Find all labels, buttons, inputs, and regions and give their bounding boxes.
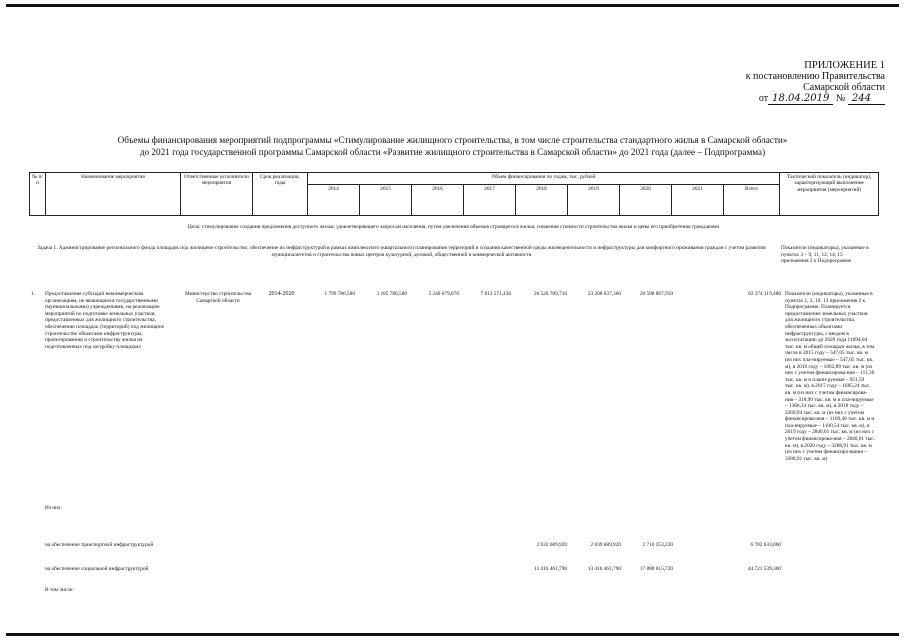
financing-table-header — [29, 172, 879, 216]
handwritten-date: 18.04.2019 — [768, 93, 833, 105]
appendix-line2: Самарской области — [803, 82, 885, 93]
row1-2019: 23 208 637,360 — [587, 291, 621, 297]
row1-period: 2014-2020 — [268, 291, 295, 297]
row1-responsible: Министерство строительства Самарской области — [184, 291, 252, 304]
header-year-2019: 2019 — [568, 185, 620, 216]
header-year-2021: 2021 — [672, 185, 724, 216]
goal-row: Цель: стимулирование создания предложения доступного жилья, удовлетворяющего запросам населения, путем увеличения объемов строящегося жилья, снижения стоимости строительства жилья и цены его приобретения гражданами — [187, 224, 720, 230]
number-prefix: № — [835, 93, 846, 104]
transport-2018: 2 032 689,920 — [536, 542, 567, 548]
row1-2016: 5 240 679,870 — [428, 291, 459, 297]
social-2019: 13 416 461,790 — [587, 566, 621, 572]
header-year-2014: 2014 — [308, 185, 360, 216]
row1-total: 82 374 119,480 — [748, 291, 781, 297]
title-line2: до 2021 года государственной программы Самарской области «Развитие жилищного строительства в Самарской области» до 2021 года (далее – Подпрограмма) — [139, 147, 766, 157]
social-name: на обеспечение социальной инфраструктурой — [45, 566, 149, 572]
header-year-2018: 2018 — [516, 185, 568, 216]
header-year-2017: 2017 — [464, 185, 516, 216]
row1-2018: 20 526 789,710 — [533, 291, 567, 297]
header-year-2020: 2020 — [620, 185, 672, 216]
transport-name: на обеспечение транспортной инфраструктурой — [45, 542, 154, 548]
including-label: В том числе: — [45, 587, 74, 593]
appendix-block — [746, 60, 885, 104]
title-line1: Объемы финансирования мероприятий подпрограммы «Стимулирование жилищного строительства, в том числе строительства стандартного жилья в Самарской области» — [117, 135, 788, 145]
header-year-2015: 2015 — [360, 185, 412, 216]
appendix-date-line — [746, 93, 885, 104]
of-them-label: Из них: — [45, 505, 63, 511]
row1-num: 1. — [31, 291, 35, 297]
social-2020: 17 888 615,720 — [639, 566, 673, 572]
header-num: № п/п — [30, 173, 46, 216]
task-indicator: Показатели (индикаторы), указанные в пунктах 3 – 9, 11, 12, 14, 15 приложения 2 к Подпрограмме — [781, 245, 869, 265]
appendix-title: ПРИЛОЖЕНИЕ 1 — [804, 60, 885, 71]
header-indicator: Тактический показатель (индикатор), характеризующий выполнение мероприятия (мероприятий) — [780, 173, 879, 216]
date-prefix: от — [758, 93, 769, 104]
row1-2017: 7 813 571,430 — [480, 291, 511, 297]
document-title — [40, 134, 865, 158]
transport-2019: 2 039 689,920 — [590, 542, 621, 548]
header-year-2016: 2016 — [412, 185, 464, 216]
header-period: Срок реализации, годы — [253, 173, 308, 216]
transport-total: 6 782 633,060 — [750, 542, 781, 548]
row1-indicator: Показатели (индикаторы), указанные в пунктах 1, 2, 10, 13 приложения 2 к Подпрограмме. Планируется предоставление земельных участков для жилищного строительства, обеспеченных объектами инфраструктуры, с вводом в эксплуатацию до 2020 года 11694,04 тыс. кв. м общей площади жилья, в том числе в 2015 году – 547,05 тыс. кв. м (из них пла-нируемые – 547,05 тыс. кв. м), в 2016 году – 1062,89 тыс. кв. м (из них с учетом финансирова-ния – 111,30 тыс. кв. м и плани-руемые – 951,59 тыс. кв. м), в 2017 году – 1685,24 тыс. кв. м (из них с учетом финансирова-ния – 318,90 тыс. кв. м и пла-нируемые – 1366,34 тыс. кв. м), в 2018 году – 2269,94 тыс. кв. м (из них с учетом финансирова-ния – 1169,40 тыс. кв. м и пла-нируемые – 1100,54 тыс. кв. м), в 2019 году – 2840,01 тыс. кв. м (из них с учетом финансирова-ния – 2840,01 тыс. кв. м), в 2020 году – 3288,91 тыс. кв. м (из них с учетом финансиро-вания – 3288,91 тыс. кв. м) — [785, 291, 875, 462]
header-total: Всего — [724, 185, 780, 216]
bottom-rule — [6, 633, 899, 636]
row1-2020: 20 598 867,950 — [639, 291, 673, 297]
header-volume: Объем финансирования по годам, тыс. рублей — [308, 173, 780, 185]
transport-2020: 2 710 253,220 — [642, 542, 673, 548]
header-responsible: Ответственные исполнители мероприятия — [181, 173, 253, 216]
header-name: Наименование мероприятия — [46, 173, 181, 216]
appendix-line1: к постановлению Правительства — [745, 71, 885, 82]
task-row: Задача 1. Администрирование регионального фонда площадок под жилищное строительство, обеспечение их инфраструктурой в рамках комплексного (квартального) планирования территорий и создания качественной среды жизнедеятельности и инфраструктуры для комфортного проживания граждан с учетом развития муниципалитетов и строительства новых центров культурной, деловой, общественной и коммерческой активности — [37, 245, 766, 258]
social-2018: 13 416 461,790 — [533, 566, 567, 572]
social-total: 44 721 539,300 — [747, 566, 781, 572]
handwritten-number: 244 — [848, 93, 885, 105]
row1-2014: 1 799 786,580 — [324, 291, 355, 297]
top-rule — [6, 4, 899, 7]
row1-name: Предоставление субсидий некоммерческим организациям, не являющимся государственными (муниципальными) учреждениями, на реализацию мероприятий по подготовке земельных участков, предоставленных для жилищного строительства, обеспечению площадок (территорий) под жилищное строительство объектами инфраструктуры, проектированию и строительству жилья на подготовленных под застройку площадках — [45, 291, 165, 350]
row1-2015: 3 185 786,580 — [376, 291, 407, 297]
